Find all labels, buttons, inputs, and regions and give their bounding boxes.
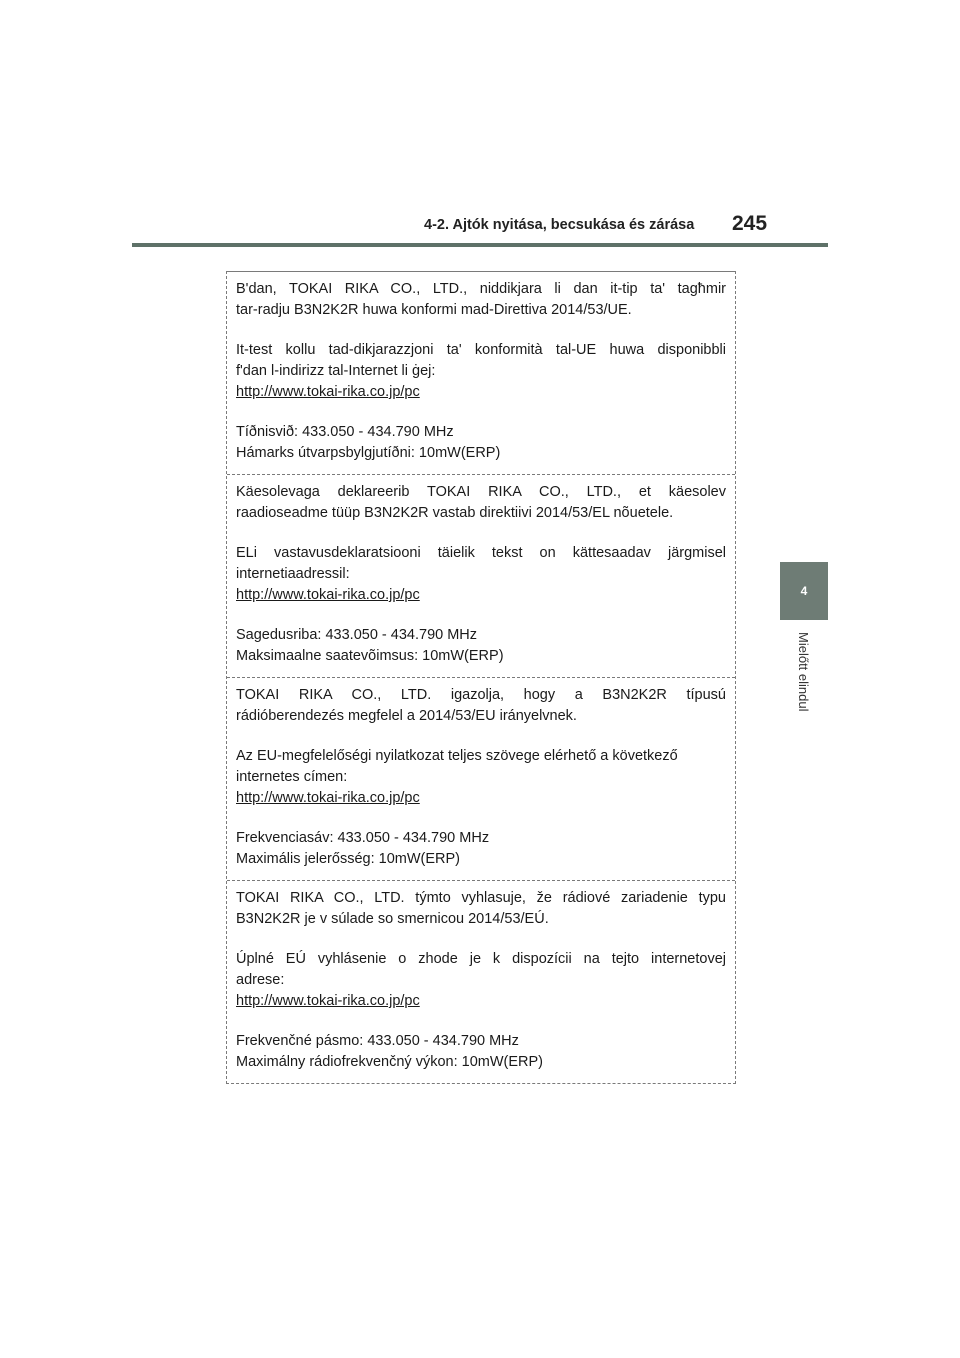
declaration-link[interactable]: http://www.tokai-rika.co.jp/pc bbox=[236, 790, 420, 806]
section-title: 4-2. Ajtók nyitása, becsukása és zárása bbox=[424, 217, 695, 233]
chapter-number: 4 bbox=[800, 584, 808, 598]
page-number: 245 bbox=[732, 212, 768, 235]
statement-line: B'dan, TOKAI RIKA CO., LTD., niddikjara li dan it-tip ta' tagħmir bbox=[236, 281, 726, 297]
declaration-link[interactable]: http://www.tokai-rika.co.jp/pc bbox=[236, 993, 420, 1009]
power-text: Maximális jelerősség: 10mW(ERP) bbox=[236, 851, 460, 867]
frequency-text: Frekvenčné pásmo: 433.050 - 434.790 MHz bbox=[236, 1033, 519, 1049]
statement-line: tar-radju B3N2K2R huwa konformi mad-Direttiva 2014/53/UE. bbox=[236, 302, 632, 318]
declaration-box bbox=[226, 271, 736, 1084]
frequency-text: Frekvenciasáv: 433.050 - 434.790 MHz bbox=[236, 830, 490, 846]
availability-line: It-test kollu tad-dikjarazzjoni ta' konformità tal-UE huwa disponibbli bbox=[236, 342, 726, 358]
power-text: Maximálny rádiofrekvenčný výkon: 10mW(ERP) bbox=[236, 1054, 544, 1070]
chapter-tab bbox=[780, 562, 828, 620]
frequency-text: Sagedusriba: 433.050 - 434.790 MHz bbox=[236, 627, 478, 643]
statement-line: B3N2K2R je v súlade so smernicou 2014/53/EÚ. bbox=[236, 911, 549, 927]
declaration-hungarian bbox=[227, 677, 735, 880]
availability-line: adrese: bbox=[236, 972, 285, 988]
declaration-link[interactable]: http://www.tokai-rika.co.jp/pc bbox=[236, 587, 420, 603]
declaration-maltese bbox=[227, 272, 735, 474]
declaration-estonian bbox=[227, 474, 735, 677]
chapter-label: Mielőtt elindul bbox=[796, 632, 811, 712]
statement-line: TOKAI RIKA CO., LTD. igazolja, hogy a B3N2K2R típusú bbox=[236, 687, 726, 703]
availability-line: Úplné EÚ vyhlásenie o zhode je k dispozícii na tejto internetovej bbox=[236, 951, 726, 967]
statement-line: raadioseadme tüüp B3N2K2R vastab direktiivi 2014/53/EL nõuetele. bbox=[236, 505, 674, 521]
declaration-slovak bbox=[227, 880, 735, 1083]
statement-line: TOKAI RIKA CO., LTD. týmto vyhlasuje, že rádiové zariadenie typu bbox=[236, 890, 726, 906]
availability-line: internetiaadressil: bbox=[236, 566, 350, 582]
availability-line: internetes címen: bbox=[236, 769, 348, 785]
availability-line: ELi vastavusdeklaratsiooni täielik tekst on kättesaadav järgmisel bbox=[236, 545, 726, 561]
power-text: Hámarks útvarpsbylgjutíðni: 10mW(ERP) bbox=[236, 445, 501, 461]
power-text: Maksimaalne saatevõimsus: 10mW(ERP) bbox=[236, 648, 504, 664]
declaration-link[interactable]: http://www.tokai-rika.co.jp/pc bbox=[236, 384, 420, 400]
frequency-text: Tíðnisvið: 433.050 - 434.790 MHz bbox=[236, 424, 454, 440]
header-rule bbox=[132, 243, 828, 247]
statement-line: Käesolevaga deklareerib TOKAI RIKA CO., LTD., et käesolev bbox=[236, 484, 726, 500]
availability-line: Az EU-megfelelőségi nyilatkozat teljes szövege elérhető a következő bbox=[236, 748, 678, 764]
availability-line: f'dan l-indirizz tal-Internet li ġej: bbox=[236, 363, 436, 379]
statement-line: rádióberendezés megfelel a 2014/53/EU irányelvnek. bbox=[236, 708, 577, 724]
